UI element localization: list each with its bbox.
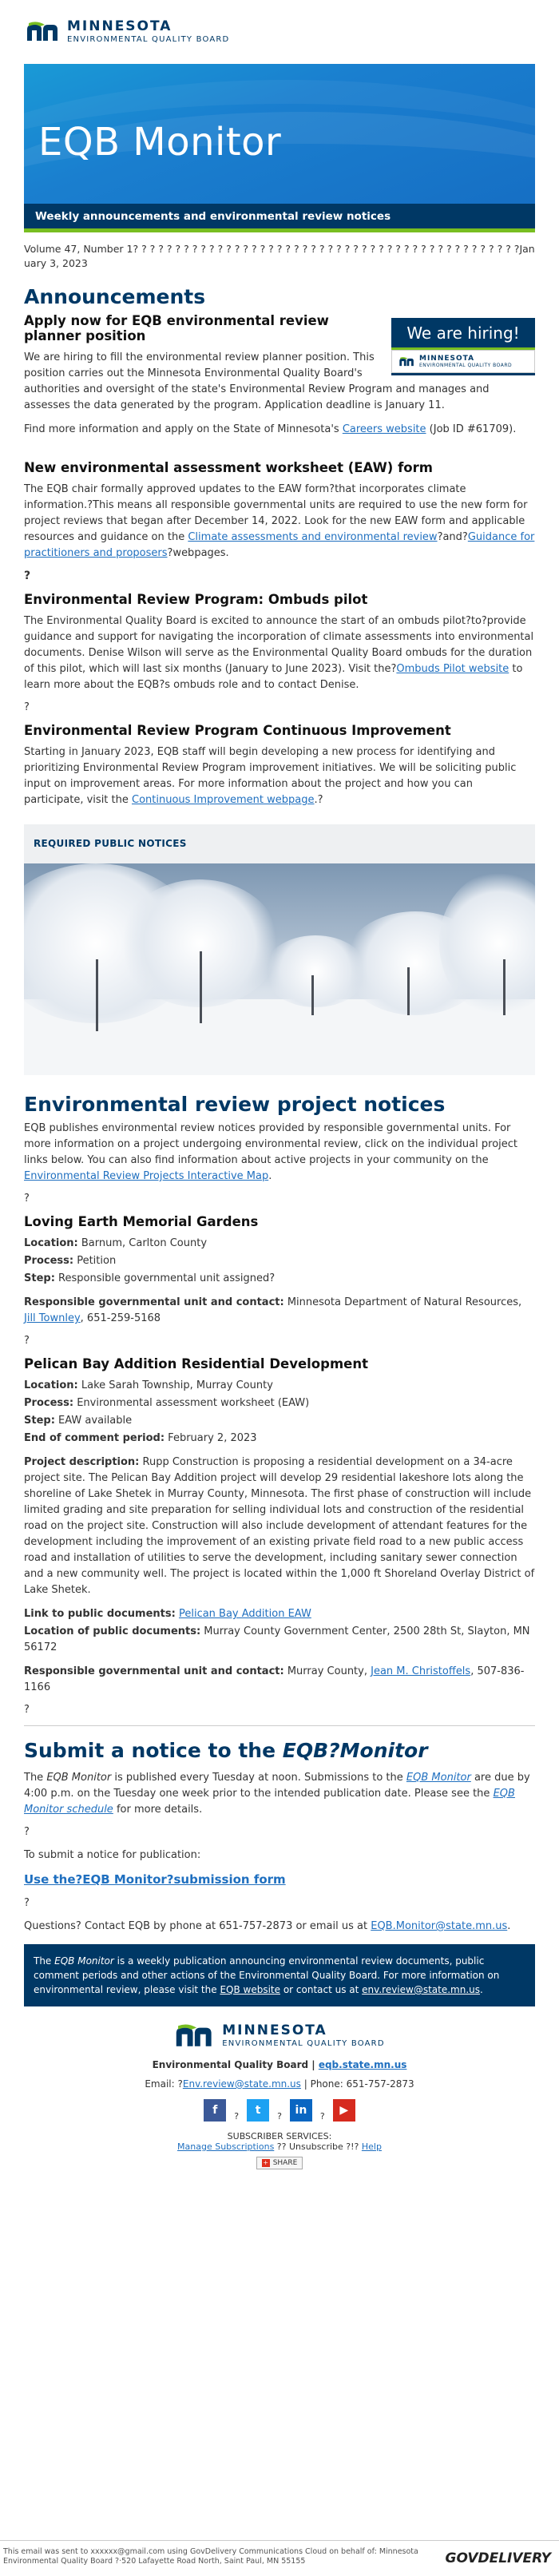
hiring-badge-text: We are hiring! <box>391 318 535 350</box>
announcement-body: The EQB chair formally approved updates to the EAW form?that incorporates climate information.?This means all responsible governmental units are required to use the new form for project reviews that began after December 14, 2022. Look for the new EAW form and applicable resources and guidance on the Climate assessments and environmental review?and?Guidance for practitioners and proposers?webpages. <box>24 483 535 559</box>
footer-contact-line: Email: ?Env.review@state.mn.us | Phone: 651-757-2873 <box>145 2078 414 2090</box>
project-title: Pelican Bay Addition Residential Development <box>24 1356 368 1371</box>
social-separator: ? <box>277 2111 282 2122</box>
monitor-schedule-link[interactable]: EQB Monitor schedule <box>24 1788 515 1816</box>
delivery-footer <box>0 2540 559 2576</box>
careers-link[interactable]: Careers website <box>342 423 426 435</box>
footer-logo[interactable]: MINNESOTA ENVIRONMENTAL QUALITY BOARD <box>24 2024 535 2048</box>
newsletter: MINNESOTA ENVIRONMENTAL QUALITY BOARD EQB Monitor Weekly announcements and environmental review notices Volume 47, Number 1? ? ? ? ? ? ? ? ? ? ? ? ? ? ? ? ? ? ? ? ? ? ? ? ? ? ? ? ? ? ? ? ? ? ? ? ? ? ? ? ? ? ? ? ? ?January 3, 2023 Announcements We are hiring! MINNESOTA ENVIRONMENTAL QUALITY BOARD Apply now for EQB environmental review planner position We are hiring to fill the environmental review planner position. This position carries out the Minnesota Environmental Quality Board's authorities and oversight of the state's Environmental Review Program and manages and assesses the data generated by the program. Application deadline is January 11. Find more information and apply on the State of Minnesota's Careers website (Job ID #61709). New environmental assessment worksheet (EAW) form The EQB chair formally approved updates to the EAW form?that incorporates climate information.?This means all responsible governmental units are required to use the new form for project reviews that began after December 14, 2022. Look for the new EAW form and applicable resources and guidance on the Climate assessments and environmental review?and?Guidance for practitioners and proposers?webpages. ? Environmental Review Program: Ombuds pilot The Environmental Quality Board is excited to announce the start of an ombuds pilot?to?provide guidance and support for navigating the incorporation of climate assessments into environmental documents. Denise Wilson will serve as the Environmental Quality Board ombuds for the duration of this pilot, which will last six months (January to June 2023). Visit the?Ombuds Pilot website to learn more about the EQB?s ombuds role and to contact Denise. ? Environmental Review Program Continuous Improvement Starting in January 2023, EQB staff will begin developing a new process for identifying and prioritizing Environmental Review Program improvement initiatives. We will be soliciting public input on improvement areas. For more information about the project and how you can participate, visit the Continuous Improvement webpage.? REQUIRED PUBLIC NOTICES Environmental review project notices EQB publishes environmental review notices provided by responsible governmental units. For more information on a project undergoing environmental review, click on the individual project links below. You can also find information about active projects in your community on the Environmental Review Projects Interactive Map. ? Loving Earth Memorial Gardens Location: Barnum, Carlton County Process: Petition Step: Responsible governmental unit assigned? Responsible governmental unit and contact: Minnesota Department of Natural Resources, Jill Townley, 651-259-5168 ? Pelican Bay Addition Residential Development Location: Lake Sarah Township, Murray County Process: Environmental assessment worksheet (EAW) Step: EAW available End of comment period: February 2, 2023 Project description: Rupp Construction is proposing a residential development on a 34-acre project site. The Pelican Bay Addition project will develop 29 residential lakeshore lots along the shoreline of Lake Shetek in Murray County, Minnesota. The first phase of construction will include limited grading and site preparation for selling individual lots and construction of the residential road on the project site. Construction will also include development of attendant features for the development including the improvement of an existing private field road to a new public access road and installation of utilities to serve the development, including sanitary sewer connection and a new community well. The project is located within the 1,000 ft Shoreland Overlay District of Lake Shetek. Link to public documents: Pelican Bay Addition EAW Location of public documents: Murray County Government Center, 2500 28th St, Slayton, MN 56172 Responsible governmental unit and contact: Murray County, Jean M. Christoffels, 507-836-1166 ? Submit a notice to the EQB?Monitor The EQB Monitor is published every Tuesday at noon. Submissions to the EQB Monitor are due by 4:00 p.m. on the Tuesday one week prior to the intended publication date. Please see the EQB Monitor schedule for more details. ? To submit a notice for publication: Use the?EQB Monitor?submission form ? Questions? Contact EQB by phone at 651-757-2873 or email us at EQB.Monitor@state.mn.us. The EQB Monitor is a weekly publication announcing environmental review documents, public comment periods and other actions of the Environmental Quality Board. For more information on environmental review, please visit the EQB website or contact us at env.review@state.mn.us. MINNESOTA ENVIRONMENTAL QUALITY BOARD Environmental Quality Board | eqb.state.mn.us Email: ?Env.review@state.mn.us | Phone: 651-757-2873 f ? t ? in ? ▶ SUBSCRIBER SERVICES: Manage Subscriptions ?? Unsubscribe ?!? Help + SHARE <box>24 0 535 2169</box>
footer-email-link[interactable]: Env.review@state.mn.us <box>182 2078 301 2090</box>
volume-line: Volume 47, Number 1? ? ? ? ? ? ? ? ? ? ? ? ? ? ? ? ? ? ? ? ? ? ? ? ? ? ? ? ? ? ? ? ? ? ? ? ? ? ? ? ? ? ? ? ? ?January 3, 2023 <box>24 243 535 269</box>
minnesota-logo-icon <box>398 357 416 367</box>
footer-info-box: The EQB Monitor is a weekly publication announcing environmental review documents, public comment periods and other actions of the Environmental Quality Board. For more information on environmental review, please visit the EQB website or contact us at env.review@state.mn.us. <box>24 1944 535 2006</box>
header-logo[interactable] <box>24 0 535 64</box>
project-notice: Pelican Bay Addition Residential Development Location: Lake Sarah Township, Murray County Process: Environmental assessment worksheet (EAW) Step: EAW available End of comment period: February 2, 2023 Project description: Rupp Construction is proposing a residential development on a 34-acre project site. The Pelican Bay Addition project will develop 29 residential lakeshore lots along the shoreline of Lake Shetek in Murray County, Minnesota. The first phase of construction will include limited grading and site preparation for selling individual lots and construction of the residential road on the project site. Construction will also include development of attendant features for the development including the improvement of an existing private field road to a new public access road and installation of utilities to serve the development, including sanitary sewer connection and a new community well. The project is located within the 1,000 ft Shoreland Overlay District of Lake Shetek. Link to public documents: Pelican Bay Addition EAW Location of public documents: Murray County Government Center, 2500 28th St, Slayton, MN 56172 Responsible governmental unit and contact: Murray County, Jean M. Christoffels, 507-836-1166 ? <box>24 1356 535 1716</box>
submit-heading: Submit a notice to the EQB?Monitor <box>24 1739 428 1762</box>
guidance-link[interactable]: Guidance for practitioners and proposers <box>24 531 535 559</box>
hiring-badge: We are hiring! MINNESOTA ENVIRONMENTAL QUALITY BOARD <box>391 318 535 375</box>
subscriber-services: SUBSCRIBER SERVICES: Manage Subscriptions ?? Unsubscribe ?!? Help + SHARE <box>24 2131 535 2169</box>
winter-trees-image <box>24 863 535 1075</box>
minnesota-logo-icon <box>174 2024 217 2048</box>
manage-subscriptions-link[interactable]: Manage Subscriptions <box>177 2141 275 2152</box>
twitter-icon[interactable]: t <box>247 2099 269 2122</box>
social-separator: ? <box>319 2111 325 2122</box>
footer-org-line: Environmental Quality Board | eqb.state.mn.us <box>152 2059 407 2070</box>
hero-banner <box>24 64 535 204</box>
project-notices-heading: Environmental review project notices <box>24 1093 446 1116</box>
interactive-map-link[interactable]: Environmental Review Projects Interactive Map <box>24 1170 269 1182</box>
project-notices-intro: EQB publishes environmental review notices provided by responsible governmental units. For more information on a project undergoing environmental review, click on the individual project links below. You can also find information about active projects in your community on the Environmental Review Projects Interactive Map. <box>24 1122 518 1182</box>
announcement-body: The Environmental Quality Board is excited to announce the start of an ombuds pilot?to?provide guidance and support for navigating the incorporation of climate assessments into environmental documents. Denise Wilson will serve as the Environmental Quality Board ombuds for the duration of this pilot, which will last six months (January to June 2023). Visit the?Ombuds Pilot website to learn more about the EQB?s ombuds role and to contact Denise. <box>24 615 534 691</box>
social-links <box>24 2099 535 2122</box>
announcement-title: Apply now for EQB environmental review planner position <box>24 313 329 343</box>
env-review-email-link[interactable]: env.review@state.mn.us <box>362 1984 481 1995</box>
divider <box>24 1725 535 1726</box>
eqb-monitor-link[interactable]: EQB Monitor <box>406 1772 471 1784</box>
linkedin-icon[interactable]: in <box>290 2099 312 2122</box>
monitor-email-link[interactable]: EQB.Monitor@state.mn.us <box>371 1920 508 1932</box>
delivery-text: This email was sent to xxxxxx@gmail.com using GovDelivery Communications Cloud on behalf of: Minnesota Environmental Quality Board ?·520 Lafayette Road North, Saint Paul, MN 55155 <box>3 2547 418 2566</box>
announcement-title: Environmental Review Program Continuous Improvement <box>24 723 451 738</box>
announcement-body: Starting in January 2023, EQB staff will begin developing a new process for identifying and prioritizing Environmental Review Program improvement initiatives. We will be soliciting public input on improvement areas. For more information about the project and how you can participate, visit the Continuous Improvement webpage.? <box>24 746 517 806</box>
project-notice: Loving Earth Memorial Gardens Location: Barnum, Carlton County Process: Petition Step: Responsible governmental unit assigned? Responsible governmental unit and contact: Minnesota Department of Natural Resources, Jill Townley, 651-259-5168 ? <box>24 1214 535 1347</box>
eqb-site-link[interactable]: eqb.state.mn.us <box>318 2059 407 2070</box>
announcements-heading: Announcements <box>24 285 206 308</box>
public-documents-link[interactable]: Pelican Bay Addition EAW <box>178 1608 311 1620</box>
announcement-body: We are hiring to fill the environmental review planner position. This position carries out the Minnesota Environmental Quality Board's authorities and oversight of the state's Environmental Review Program and manages and assesses the data generated by the program. Application deadline is January 11. <box>24 351 490 411</box>
hero-title: EQB Monitor <box>38 120 282 165</box>
announcement-hiring <box>24 313 535 438</box>
announcement-title: Environmental Review Program: Ombuds pilot <box>24 592 368 607</box>
announcement-continuous <box>24 723 535 808</box>
required-notices-section <box>24 824 535 863</box>
facebook-icon[interactable]: f <box>204 2099 226 2122</box>
eqb-website-link[interactable]: EQB website <box>220 1984 280 1995</box>
social-separator: ? <box>234 2111 240 2122</box>
minnesota-logo-icon <box>26 22 62 42</box>
logo-line1: MINNESOTA <box>67 18 172 34</box>
contact-link[interactable]: Jill Townley <box>24 1312 81 1324</box>
climate-assessments-link[interactable]: Climate assessments and environmental review <box>188 531 438 543</box>
project-title: Loving Earth Memorial Gardens <box>24 1214 259 1229</box>
govdelivery-logo: GOVDELIVERY <box>445 2550 551 2566</box>
ombuds-pilot-link[interactable]: Ombuds Pilot website <box>396 663 509 675</box>
help-link[interactable]: Help <box>361 2141 382 2152</box>
contact-link[interactable]: Jean M. Christoffels <box>371 1665 471 1677</box>
announcement-ombuds: Environmental Review Program: Ombuds pilot The Environmental Quality Board is excited to announce the start of an ombuds pilot?to?provide guidance and support for navigating the incorporation of climate assessments into environmental documents. Denise Wilson will serve as the Environmental Quality Board ombuds for the duration of this pilot, which will last six months (January to June 2023). Visit the?Ombuds Pilot website to learn more about the EQB?s ombuds role and to contact Denise. ? <box>24 592 534 713</box>
required-notices-label: REQUIRED PUBLIC NOTICES <box>34 838 187 849</box>
announcement-body: Find more information and apply on the State of Minnesota's Careers website (Job ID #61709). <box>24 423 517 435</box>
submission-form-link[interactable]: Use the?EQB Monitor?submission form <box>24 1872 286 1887</box>
share-icon: + <box>263 2159 269 2166</box>
continuous-improvement-link[interactable]: Continuous Improvement webpage <box>132 794 315 806</box>
announcement-eaw: New environmental assessment worksheet (EAW) form The EQB chair formally approved updates to the EAW form?that incorporates climate information.?This means all responsible governmental units are required to use the new form for project reviews that began after December 14, 2022. Look for the new EAW form and applicable resources and guidance on the Climate assessments and environmental review?and?Guidance for practitioners and proposers?webpages. ? <box>24 460 535 582</box>
logo-line2: ENVIRONMENTAL QUALITY BOARD <box>67 35 230 44</box>
subtitle-bar: Weekly announcements and environmental review notices <box>24 204 535 232</box>
announcement-title: New environmental assessment worksheet (EAW) form <box>24 460 433 475</box>
share-button[interactable]: + SHARE <box>256 2157 303 2169</box>
youtube-icon[interactable]: ▶ <box>333 2099 355 2122</box>
